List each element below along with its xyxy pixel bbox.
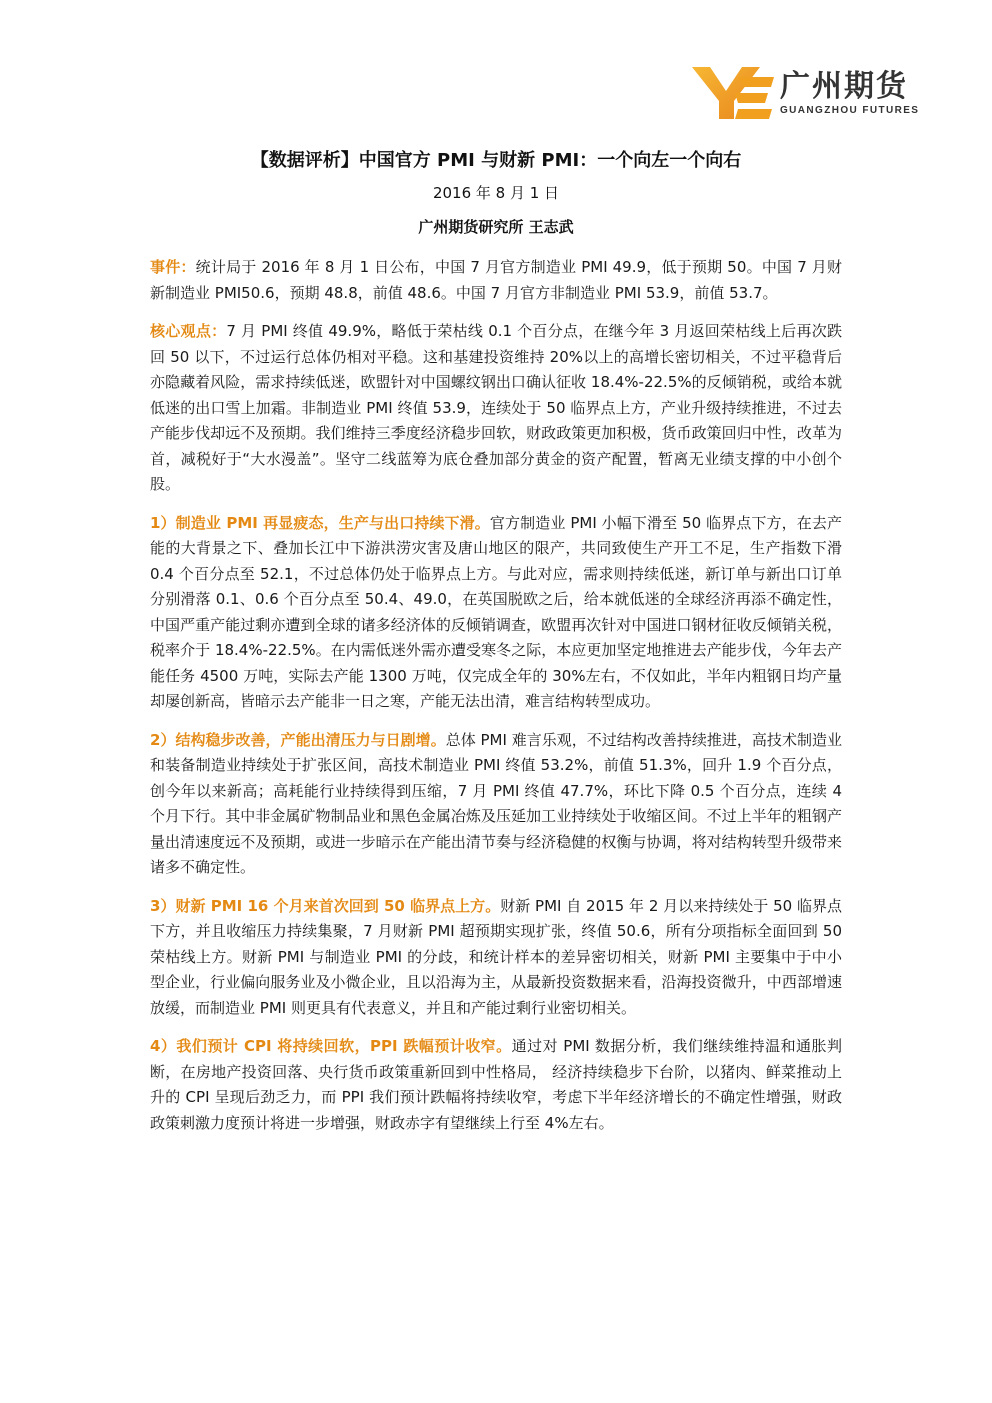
paragraph-event [150,255,842,306]
paragraph-lead: 3）财新 PMI 16 个月来首次回到 50 临界点上方。 [150,896,501,915]
paragraph-point-3 [150,894,842,1022]
ye-logo-mark-icon [692,65,774,121]
paragraph-lead: 核心观点： [150,322,227,340]
paragraph-point-1 [150,511,842,715]
company-logo [692,62,922,124]
paragraph-text: 7 月 PMI 终值 49.9%，略低于荣枯线 0.1 个百分点，在继今年 3 月返回荣枯线上后再次跌回 50 以下，不过运行总体仍相对平稳。这和基建投资维持 20%以上的高增长密切相关，不过平稳背后亦隐藏着风险，需求持续低迷，欧盟针对中国螺纹钢出口确认征收 18.4%-22.5%的反倾销税，或给本就低迷的出口雪上加霜。非制造业 PMI 终值 53.9，连续处于 50 临界点上方，产业升级持续推进，不过去产能步伐却远不及预期。我们维持三季度经济稳步回软，财政政策更加积极，货币政策回归中性，改革为首，减税好于“大水漫盖”。坚守二线蓝筹为底仓叠加部分黄金的资产配置，暂离无业绩支撑的中小创个股。 [150,322,842,493]
paragraph-point-2 [150,728,842,881]
article-body [150,255,842,1149]
article-date: 2016 年 8 月 1 日 [432,184,560,202]
article-title: 【数据评析】中国官方 PMI 与财新 PMI：一个向左一个向右 [250,150,742,171]
paragraph-text: 官方制造业 PMI 小幅下滑至 50 临界点下方，在去产能的大背景之下、叠加长江中下游洪涝灾害及唐山地区的限产，共同致使生产开工不足，生产指数下滑 0.4 个百分点至 52.1，不过总体仍处于临界点上方。与此对应，需求则持续低迷，新订单与新出口订单分别滑落 0.1、0.6 个百分点至 50.4、49.0，在英国脱欧之后，给本就低迷的全球经济再添不确定性，中国严重产能过剩亦遭到全球的诸多经济体的反倾销调查，欧盟再次针对中国进口钢材征收反倾销关税，税率介于 18.4%-22.5%。在内需低迷外需亦遭受寒冬之际，本应更加坚定地推进去产能步伐，今年去产能任务 4500 万吨，实际去产能 1300 万吨，仅完成全年的 30%左右，不仅如此，半年内粗钢日均产量却屡创新高，皆暗示去产能非一日之寒，产能无法出清，难言结构转型成功。 [150,513,842,710]
article-author: 广州期货研究所 王志武 [418,218,574,236]
paragraph-text: 总体 PMI 难言乐观，不过结构改善持续推进，高技术制造业和装备制造业持续处于扩张区间，高技术制造业 PMI 终值 53.2%，前值 51.3%，回升 1.9 个百分点，创今年以来新高；高耗能行业持续得到压缩，7 月 PMI 终值 47.7%，环比下降 0.5 个百分点，连续 4 个月下行。其中非金属矿物制品业和黑色金属冶炼及压延加工业持续处于收缩区间。不过上半年的粗钢产量出清速度远不及预期，或进一步暗示在产能出清节奏与经济稳健的权衡与协调，将对结构转型升级带来诸多不确定性。 [150,730,842,876]
paragraph-lead: 2）结构稳步改善，产能出清压力与日剧增。 [150,730,446,749]
paragraph-point-4 [150,1034,842,1136]
paragraph-lead: 4）我们预计 CPI 将持续回软，PPI 跌幅预计收窄。 [150,1037,512,1055]
logo-chinese-name: 广州期货 [780,68,908,104]
paragraph-lead: 事件： [150,258,196,276]
paragraph-text: 统计局于 2016 年 8 月 1 日公布，中国 7 月官方制造业 PMI 49.9，低于预期 50。中国 7 月财新制造业 PMI50.6，预期 48.8，前值 48.6。中国 7 月官方非制造业 PMI 53.9，前值 53.7。 [150,258,842,302]
paragraph-core-view [150,319,842,498]
paragraph-text: 通过对 PMI 数据分析，我们继续维持温和通胀判断，在房地产投资回落、央行货币政策重新回到中性格局， 经济持续稳步下台阶，以猪肉、鲜菜推动上升的 CPI 呈现后劲乏力，而 PPI 我们预计跌幅将持续收窄，考虑下半年经济增长的不确定性增强，财政政策刺激力度预计将进一步增强，财政赤字有望继续上行至 4%左右。 [150,1037,842,1132]
paragraph-lead: 1）制造业 PMI 再显疲态，生产与出口持续下滑。 [150,513,490,532]
paragraph-text: 财新 PMI 自 2015 年 2 月以来持续处于 50 临界点下方，并且收缩压力持续集聚，7 月财新 PMI 超预期实现扩张，终值 50.6，所有分项指标全面回到 50 荣枯线上方。财新 PMI 与制造业 PMI 的分歧，和统计样本的差异密切相关，财新 PMI 主要集中于中小型企业，行业偏向服务业及小微企业，且以沿海为主，从最新投资数据来看，沿海投资微升，中西部增速放缓，而制造业 PMI 则更具有代表意义，并且和产能过剩行业密切相关。 [150,896,842,1017]
logo-english-name: GUANGZHOU FUTURES [780,104,920,116]
